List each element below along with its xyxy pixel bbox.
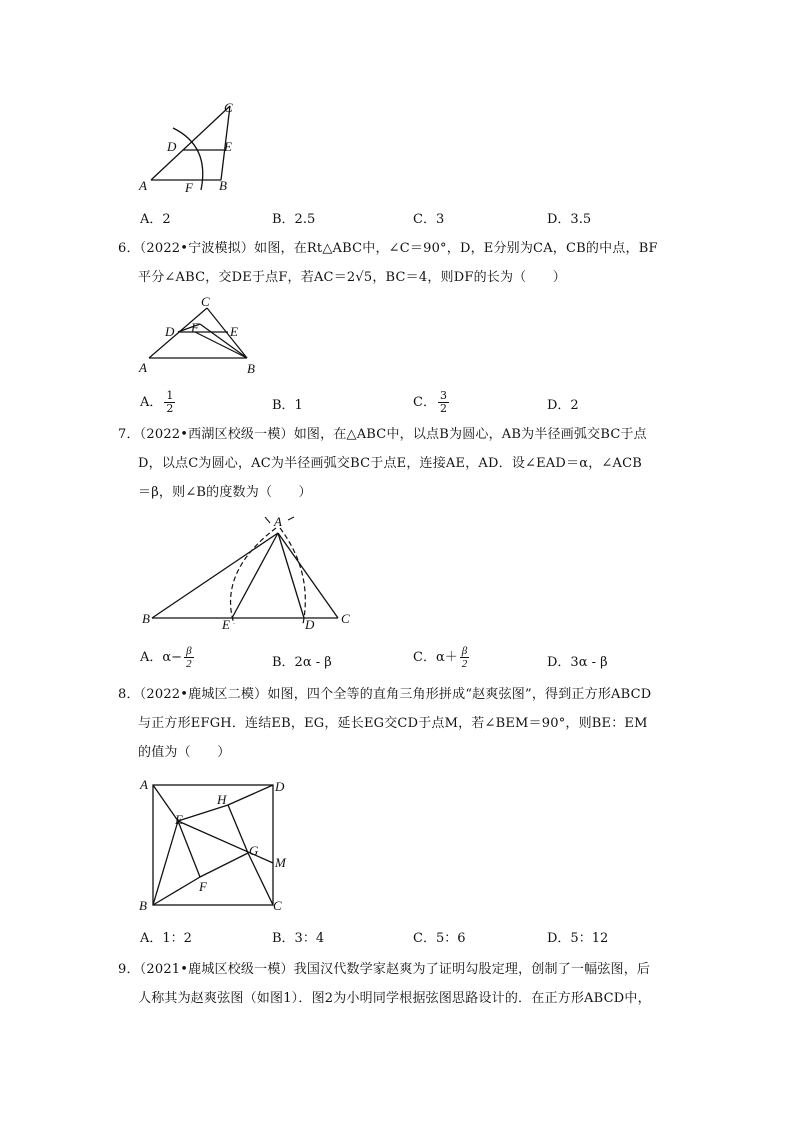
q6-option-a-denominator: 2 [166,402,174,415]
q8-text [118,680,678,767]
q6-figure [135,294,275,376]
q6-text [118,234,678,292]
q7-figure [138,512,368,637]
q8-option-a[interactable]: A．1：2 [140,931,192,946]
label-E: E [224,139,232,154]
q7-option-a-fraction [184,645,194,670]
q7-line1: 7．（2022•西湖区校级一模）如图，在△ABC中，以点B为圆心，AB为半径画弧交BC于点 [118,427,647,442]
q6-line2: 平分∠ABC，交DE于点F，若AC＝2√5，BC＝4，则DF的长为（ ） [138,270,566,285]
label-E: E [222,617,230,632]
label-H: H [217,792,227,807]
label-M: M [275,855,286,870]
q7-option-c-denominator: 2 [461,658,468,670]
q8-option-b[interactable]: B．3：4 [272,931,325,946]
q5-option-d[interactable]: D．3.5 [547,212,592,227]
label-B: B [142,611,150,626]
q9-line1: 9．（2021•鹿城区校级一模）我国汉代数学家赵爽为了证明勾股定理，创制了一幅弦图，后 [118,962,651,977]
q9-line2: 人称其为赵爽弦图（如图1）．图2为小明同学根据弦图思路设计的．在正方形ABCD中， [138,991,651,1006]
label-B: B [139,898,147,913]
q9-text [118,955,678,1013]
label-B: B [247,361,255,376]
q7-text [118,420,678,507]
q5-option-b[interactable]: B．2.5 [272,212,316,227]
label-B: B [219,178,227,193]
q6-option-a-prefix: A． [140,395,163,410]
q7-option-c-numerator: β [460,645,470,658]
label-A: A [140,777,148,792]
q7-option-d[interactable]: D．3α - β [547,655,608,670]
label-C: C [224,100,233,115]
label-E: E [230,324,238,339]
q8-option-d[interactable]: D．5：12 [547,931,609,946]
q6-option-a[interactable] [140,390,177,415]
q7-option-a[interactable] [140,645,196,670]
q7-line3: ＝β，则∠B的度数为（ ） [138,485,312,500]
label-C: C [273,898,282,913]
label-D: D [167,139,177,154]
q7-option-c[interactable] [413,645,471,670]
q6-option-a-numerator: 1 [166,389,174,402]
q7-option-c-fraction [460,645,470,670]
q8-line3: 的值为（ ） [138,745,231,760]
label-D: D [275,779,285,794]
q8-option-c[interactable]: C．5：6 [413,931,466,946]
label-F: F [191,320,199,335]
q6-option-c-fraction [438,390,449,415]
label-A: A [274,514,282,529]
q6-option-b[interactable]: B．1 [272,398,303,413]
label-C: C [201,294,210,309]
label-D: D [305,617,315,632]
q6-option-a-fraction [164,390,175,415]
label-A: A [139,360,147,375]
label-F: F [199,879,207,894]
q7-option-b[interactable]: B．2α - β [272,655,332,670]
label-E: E [175,812,183,827]
q8-line2: 与正方形EFGH．连结EB，EG，延长EG交CD于点M，若∠BEM＝90°，则BE：EM [138,716,648,731]
label-G: G [249,843,259,858]
label-F: F [185,180,193,195]
q7-option-c-prefix: C．α＋ [413,650,458,665]
q6-option-c-prefix: C． [413,395,436,410]
q6-option-c[interactable] [413,390,451,415]
q7-option-a-numerator: β [184,645,194,658]
q8-figure [135,775,305,915]
q5-figure [135,98,255,198]
q6-option-c-numerator: 3 [439,389,447,402]
q6-option-c-denominator: 2 [439,402,447,415]
q7-option-a-prefix: A．α− [140,650,183,665]
q6-option-d[interactable]: D．2 [547,398,579,413]
label-D: D [165,324,175,339]
q6-line1: 6．（2022•宁波模拟）如图，在Rt△ABC中，∠C＝90°，D，E分别为CA，CB的中点，BF [118,241,658,256]
q5-option-a[interactable]: A．2 [140,212,171,227]
q8-line1: 8．（2022•鹿城区二模）如图，四个全等的直角三角形拼成“赵爽弦图”，得到正方形ABCD [118,687,652,702]
q5-option-c[interactable]: C．3 [413,212,445,227]
label-A: A [139,178,147,193]
q7-option-a-denominator: 2 [186,658,192,670]
q7-line2: D，以点C为圆心，AC为半径画弧交BC于点E，连接AE，AD．设∠EAD＝α，∠ACB [138,456,642,471]
label-C: C [341,611,350,626]
